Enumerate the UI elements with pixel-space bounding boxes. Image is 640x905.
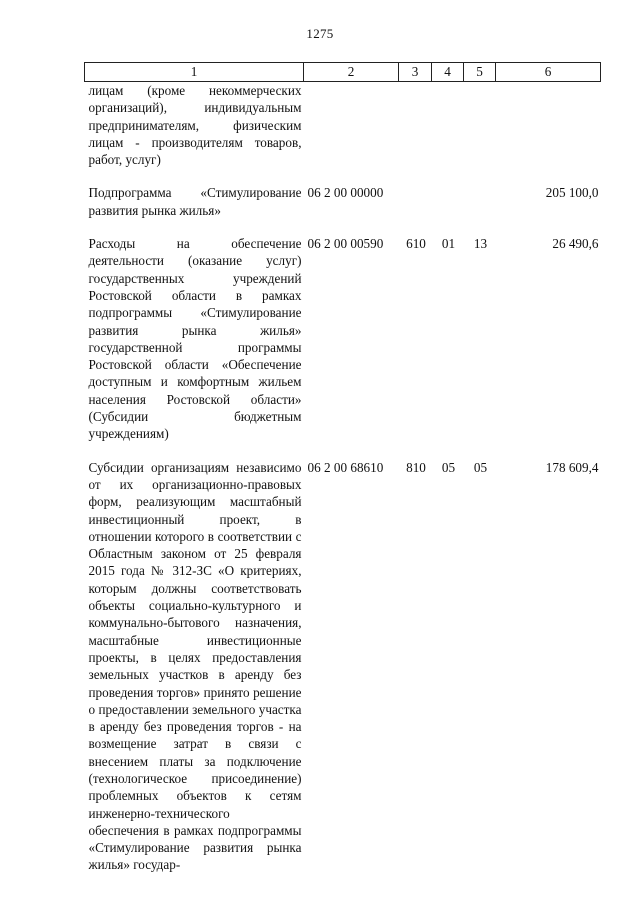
row-amount: 178 609,4 — [545, 459, 599, 475]
page-number: 1275 — [306, 26, 334, 41]
row-vr — [399, 184, 432, 219]
row-amount — [496, 82, 601, 169]
row-pr — [464, 82, 496, 169]
table-header-row — [85, 63, 601, 82]
row-description: Расходы на обеспечение деятельности (оказание услуг) государственных учреждений Ростовской области в рамках подпрограммы «Стимулирование развития рынка жилья» государственной программы Ростовской области «Обеспечение доступным и комфортным жильем населения Ростовской области» (Субсидии бюджетным учреждениям) — [88, 236, 302, 442]
header-col-6: 6 — [496, 63, 601, 82]
row-vr: 610 — [406, 236, 426, 252]
row-amount: 26 490,6 — [552, 236, 599, 252]
row-amount: 205 100,0 — [545, 185, 599, 201]
row-vr: 810 — [406, 459, 426, 475]
row-rz: 05 — [441, 459, 456, 475]
header-col-3: 3 — [399, 63, 432, 82]
row-rz — [432, 82, 464, 169]
table-row — [85, 459, 601, 874]
table-row — [85, 82, 601, 169]
header-col-5: 5 — [464, 63, 496, 82]
header-col-1: 1 — [85, 63, 304, 82]
row-rz: 01 — [441, 236, 456, 252]
row-description: Субсидии организациям независимо от их организационно-правовых форм, реализующим масштабный инвестиционный проект, в отношении которого в соответствии с Областным законом от 25 февраля 2015 года № 312-ЗС «О критериях, которым должны соответствовать объекты социально-культурного и коммунально-бытового назначения, масштабные инвестиционные проекты, в целях предоставления земельных участков в аренду без проведения торгов» принято решение о предоставлении земельного участка в аренду без проведения торгов - на возмещение затрат в связи с внесением платы за подключение (технологическое присоединение) проблемных объектов к сетям инженерно-технического обеспечения в рамках подпрограммы «Стимулирование развития рынка жилья» государ- — [88, 459, 302, 873]
row-pr: 05 — [473, 459, 488, 475]
header-col-4: 4 — [432, 63, 464, 82]
budget-table — [84, 62, 601, 874]
row-rz — [432, 184, 464, 219]
header-col-2: 2 — [304, 63, 399, 82]
row-description: Подпрограмма «Стимулирование развития рынка жилья» — [88, 185, 302, 218]
row-code — [304, 82, 399, 169]
row-code: 06 2 00 00590 — [307, 236, 384, 252]
table-row — [85, 235, 601, 443]
row-description: лицам (кроме некоммерческих организаций), индивидуальным предпринимателям, физическим лицам - производителям товаров, работ, услуг) — [88, 83, 302, 168]
table-row — [85, 184, 601, 219]
row-code: 06 2 00 68610 — [307, 459, 384, 475]
row-pr: 13 — [473, 236, 488, 252]
row-code: 06 2 00 00000 — [307, 185, 384, 201]
row-vr — [399, 82, 432, 169]
row-pr — [464, 184, 496, 219]
